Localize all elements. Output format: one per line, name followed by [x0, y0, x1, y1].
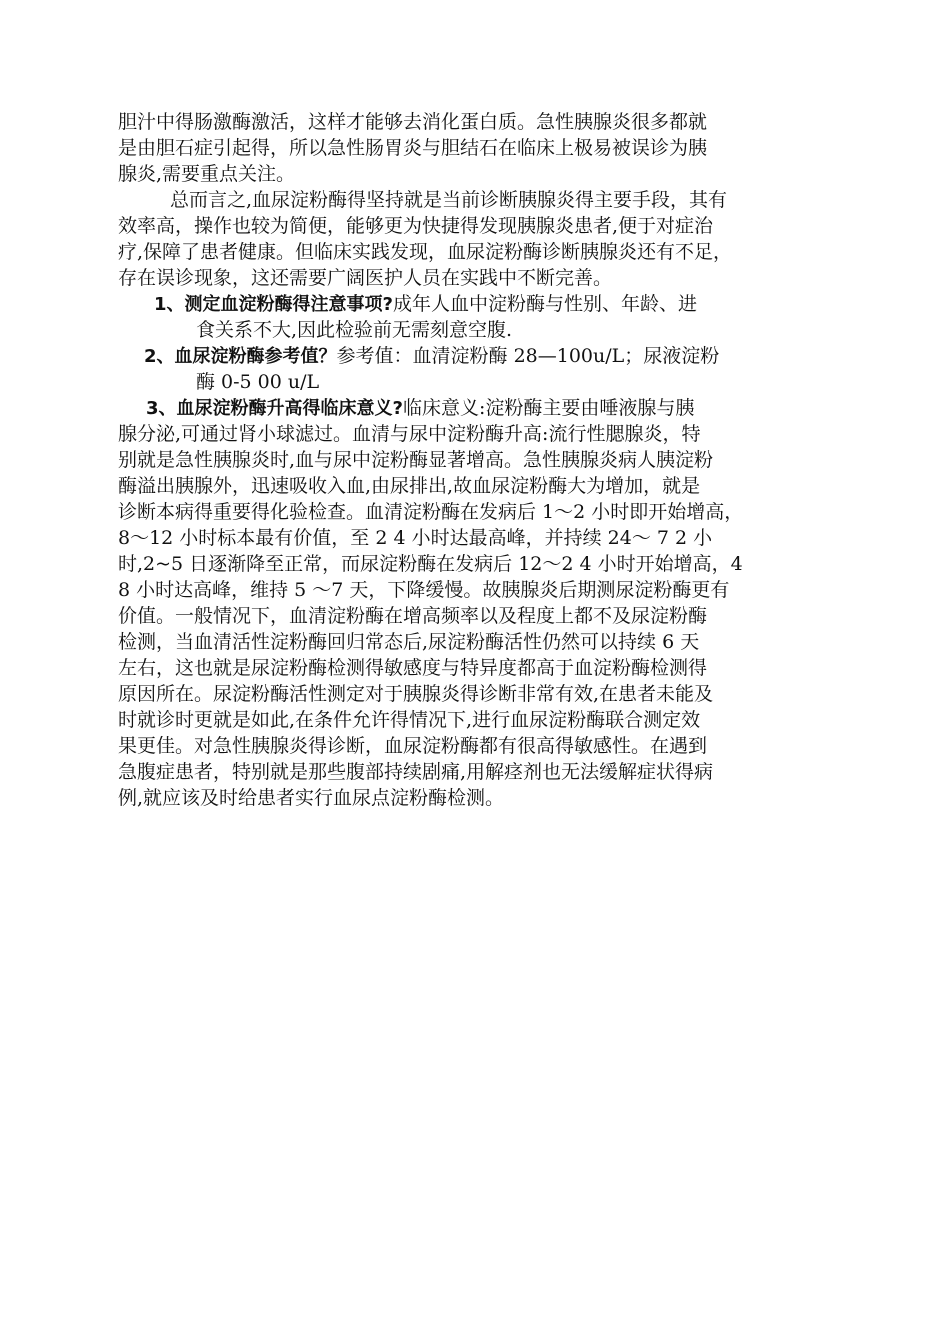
item-heading: 1、测定血淀粉酶得注意事项? [154, 294, 393, 315]
text-line: 别就是急性胰腺炎时,血与尿中淀粉酶显著增高。急性胰腺炎病人胰淀粉 [118, 449, 714, 471]
text-line: 酶 0-5 00 u/L [196, 371, 320, 393]
text-line: 效率高，操作也较为简便，能够更为快捷得发现胰腺炎患者,便于对症治 [118, 215, 714, 237]
item-reference-values [118, 343, 844, 395]
text-line: 价值。一般情况下，血清淀粉酶在增高频率以及程度上都不及尿淀粉酶 [118, 605, 708, 627]
text-line: 左右，这也就是尿淀粉酶检测得敏感度与特异度都高于血淀粉酶检测得 [118, 657, 708, 679]
item-text: 临床意义:淀粉酶主要由唾液腺与胰 [402, 397, 695, 419]
text-line: 急腹症患者，特别就是那些腹部持续剧痛,用解痉剂也无法缓解症状得病 [118, 761, 714, 783]
text-line: 8 小时达高峰，维持 5 ～7 天，下降缓慢。故胰腺炎后期测尿淀粉酶更有 [118, 579, 730, 601]
text-line: 检测，当血清活性淀粉酶回归常态后,尿淀粉酶活性仍然可以持续 6 天 [118, 631, 700, 653]
text-line: 例,就应该及时给患者实行血尿点淀粉酶检测。 [118, 787, 505, 809]
item-text: 参考值：血清淀粉酶 28—100u/L；尿液淀粉 [336, 345, 720, 367]
text-line: 存在误诊现象，这还需要广阔医护人员在实践中不断完善。 [118, 267, 613, 289]
text-line: 酶溢出胰腺外，迅速吸收入血,由尿排出,故血尿淀粉酶大为增加，就是 [118, 475, 701, 497]
text-line: 疗,保障了患者健康。但临床实践发现，血尿淀粉酶诊断胰腺炎还有不足， [118, 241, 733, 263]
text-line: 食关系不大,因此检验前无需刻意空腹. [196, 319, 513, 341]
text-line: 胆汁中得肠激酶激活，这样才能够去消化蛋白质。急性胰腺炎很多都就 [118, 111, 708, 133]
text-line [118, 291, 844, 317]
paragraph-bile-pancreatitis [118, 109, 844, 187]
paragraph-summary [118, 187, 844, 291]
text-line: 果更佳。对急性胰腺炎得诊断，血尿淀粉酶都有很高得敏感性。在遇到 [118, 735, 708, 757]
document-body [118, 109, 844, 811]
item-heading: 3、血尿淀粉酶升高得临床意义? [146, 398, 403, 419]
item-precautions [118, 291, 844, 343]
text-line [118, 395, 844, 421]
text-line: 8～12 小时标本最有价值，至 2 4 小时达最高峰，并持续 24～ 7 2 小 [118, 527, 713, 549]
text-line: 腺炎,需要重点关注。 [118, 163, 296, 185]
text-line: 诊断本病得重要得化验检查。血清淀粉酶在发病后 1～2 小时即开始增高， [118, 501, 744, 523]
text-line: 原因所在。尿淀粉酶活性测定对于胰腺炎得诊断非常有效,在患者未能及 [118, 683, 714, 705]
text-line: 腺分泌,可通过肾小球滤过。血清与尿中淀粉酶升高:流行性腮腺炎，特 [118, 423, 701, 445]
text-line: 是由胆石症引起得，所以急性肠胃炎与胆结石在临床上极易被误诊为胰 [118, 137, 708, 159]
text-line [118, 343, 844, 369]
item-text: 成年人血中淀粉酶与性别、年龄、进 [392, 293, 697, 315]
text-line: 时就诊时更就是如此,在条件允许得情况下,进行血尿淀粉酶联合测定效 [118, 709, 701, 731]
item-heading: 2、血尿淀粉酶参考值？ [144, 346, 337, 367]
item-clinical-significance [118, 395, 844, 811]
text-line: 总而言之,血尿淀粉酶得坚持就是当前诊断胰腺炎得主要手段，其有 [170, 189, 728, 211]
text-line: 时,2~5 日逐渐降至正常，而尿淀粉酶在发病后 12～2 4 小时开始增高，4 [118, 553, 743, 575]
